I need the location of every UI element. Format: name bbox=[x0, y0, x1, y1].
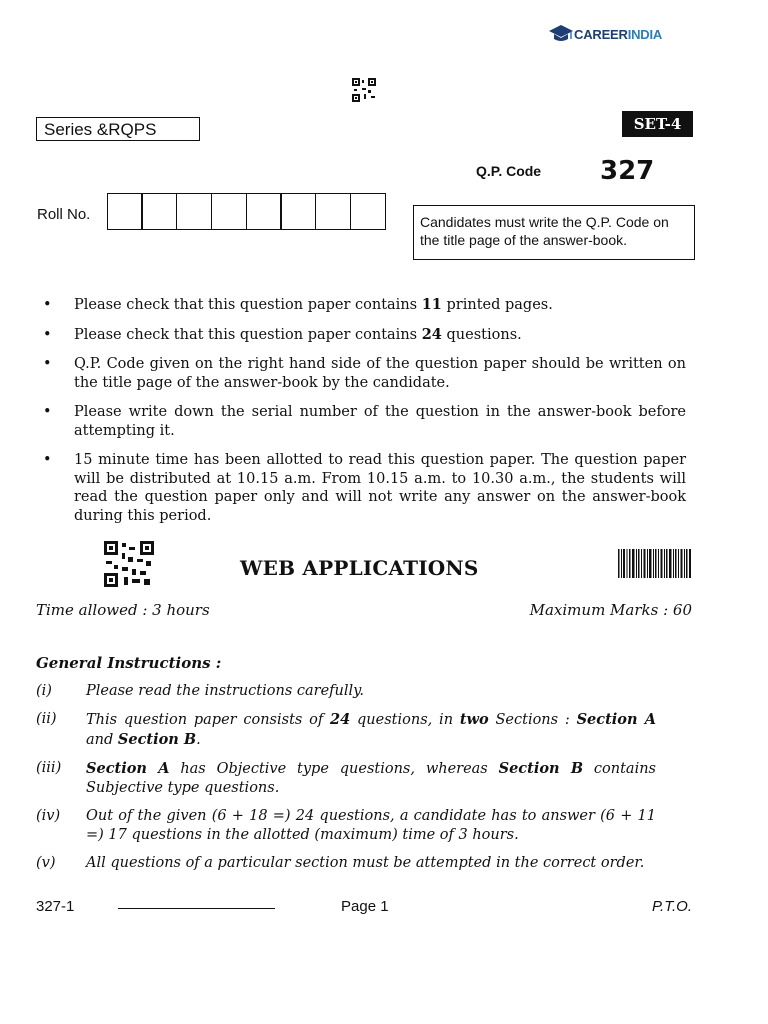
logo-text: CAREERINDIA bbox=[574, 26, 663, 42]
careerindia-logo bbox=[548, 20, 662, 48]
qp-code-label: Q.P. Code bbox=[476, 163, 542, 179]
roll-no-box[interactable] bbox=[280, 193, 316, 230]
list-item: • Please check that this question paper contains 11 printed pages. bbox=[43, 296, 553, 313]
footer-paper-code: 327-1 bbox=[36, 898, 75, 915]
list-item: (i) Please read the instructions carefully. bbox=[36, 683, 365, 699]
maximum-marks: Maximum Marks : 60 bbox=[529, 601, 692, 619]
qr-code-large bbox=[104, 541, 154, 587]
roll-no-box[interactable] bbox=[141, 193, 177, 230]
set-badge: SET-4 bbox=[622, 111, 693, 137]
roll-no-box[interactable] bbox=[315, 193, 351, 230]
graduation-cap-icon bbox=[548, 23, 574, 45]
list-item: • Please check that this question paper contains 24 questions. bbox=[43, 325, 522, 343]
roll-no-box[interactable] bbox=[176, 193, 212, 230]
list-item: • 15 minute time has been allotted to read this question paper. The question paper will be distributed at 10.15 a.m. From 10.15 a.m. to 10.30 a.m., the students will read the question paper only and will not write any answer on the answer-book during this period. bbox=[43, 452, 686, 524]
roll-no-box[interactable] bbox=[211, 193, 247, 230]
roll-no-boxes[interactable] bbox=[108, 193, 386, 230]
footer-divider bbox=[118, 908, 275, 909]
qp-code-value: 327 bbox=[600, 156, 655, 186]
roll-no-box[interactable] bbox=[246, 193, 282, 230]
general-instructions-heading: General Instructions : bbox=[36, 654, 222, 672]
footer-page-number: Page 1 bbox=[341, 898, 389, 915]
list-item: (ii) This question paper consists of 24 questions, in two Sections : Section A and Section B. bbox=[36, 711, 657, 748]
list-item: (iii) Section A has Objective type questions, whereas Section B contains Subjective type questions. bbox=[36, 760, 656, 796]
footer-pto: P.T.O. bbox=[651, 898, 692, 915]
paper-check-list bbox=[36, 296, 686, 536]
general-instructions-list bbox=[36, 682, 656, 882]
roll-no-label: Roll No. bbox=[37, 206, 91, 223]
qr-code-small bbox=[352, 78, 376, 102]
candidate-notice: Candidates must write the Q.P. Code on the title page of the answer-book. bbox=[413, 205, 695, 260]
series-label: Series &RQPS bbox=[36, 117, 200, 141]
barcode bbox=[618, 549, 692, 578]
roll-no-box[interactable] bbox=[350, 193, 386, 230]
roll-no-box[interactable] bbox=[107, 193, 143, 230]
list-item: • Please write down the serial number of the question in the answer-book before attempting it. bbox=[43, 404, 686, 439]
subject-title: WEB APPLICATIONS bbox=[240, 556, 479, 580]
list-item: (v) All questions of a particular section must be attempted in the correct order. bbox=[36, 855, 645, 871]
list-item: • Q.P. Code given on the right hand side of the question paper should be written on the title page of the answer-book by the candidate. bbox=[43, 356, 686, 391]
time-allowed: Time allowed : 3 hours bbox=[36, 601, 210, 619]
list-item: (iv) Out of the given (6 + 18 =) 24 questions, a candidate has to answer (6 + 11 =) 17 questions in the allotted (maximum) time of 3 hours. bbox=[36, 808, 656, 843]
